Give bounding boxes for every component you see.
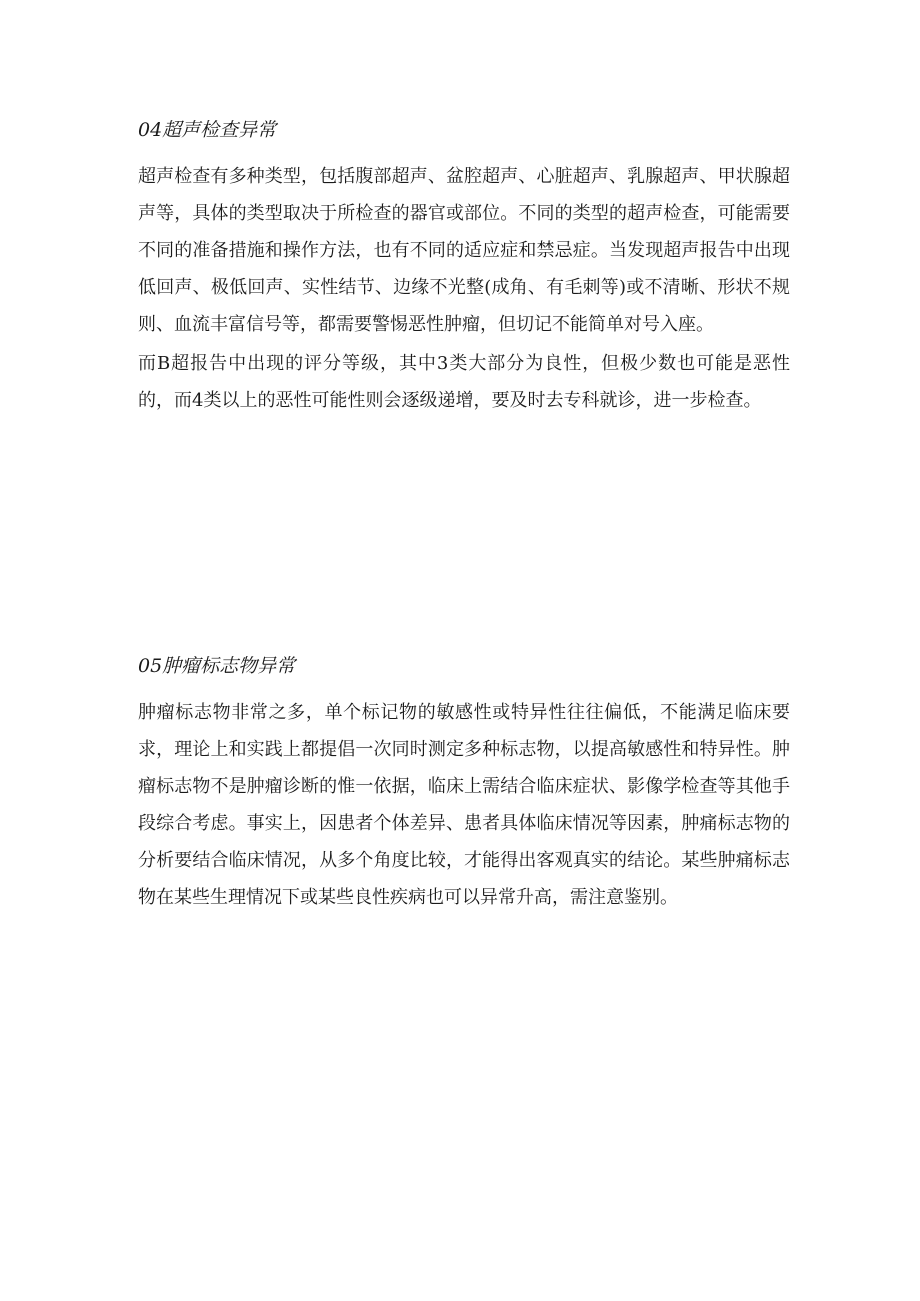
section-heading: 05肿瘤标志物异常 xyxy=(138,655,296,677)
section-paragraph: 超声检查有多种类型，包括腹部超声、盆腔超声、心脏超声、乳腺超声、甲状腺超声等，具体的类型取决于所检查的器官或部位。不同的类型的超声检查，可能需要不同的准备措施和操作方法，也有不同的适应症和禁忌症。当发现超声报告中出现低回声、极低回声、实性结节、边缘不光整(成角、有毛刺等)或不清晰、形状不规则、血流丰富信号等，都需要警惕恶性肿瘤，但切记不能简单对号入座。 xyxy=(138,166,790,335)
section-tumor-markers xyxy=(138,648,790,918)
section-heading: 04超声检查异常 xyxy=(138,119,277,141)
section-paragraph: 肿瘤标志物非常之多，单个标记物的敏感性或特异性往往偏低，不能满足临床要求，理论上和实践上都提倡一次同时测定多种标志物，以提高敏感性和特异性。肿瘤标志物不是肿瘤诊断的惟一依据，临床上需结合临床症状、影像学检查等其他手段综合考虑。事实上，因患者个体差异、患者具体临床情况等因素，肿痛标志物的分析要结合临床情况，从多个角度比较，才能得出客观真实的结论。某些肿痛标志物在某些生理情况下或某些良性疾病也可以异常升高，需注意鉴别。 xyxy=(138,702,790,908)
section-paragraph: 而B超报告中出现的评分等级，其中3类大部分为良性，但极少数也可能是恶性的，而4类以上的恶性可能性则会逐级递增，要及时去专科就诊，进一步检查。 xyxy=(138,353,790,411)
section-ultrasound xyxy=(138,112,790,421)
